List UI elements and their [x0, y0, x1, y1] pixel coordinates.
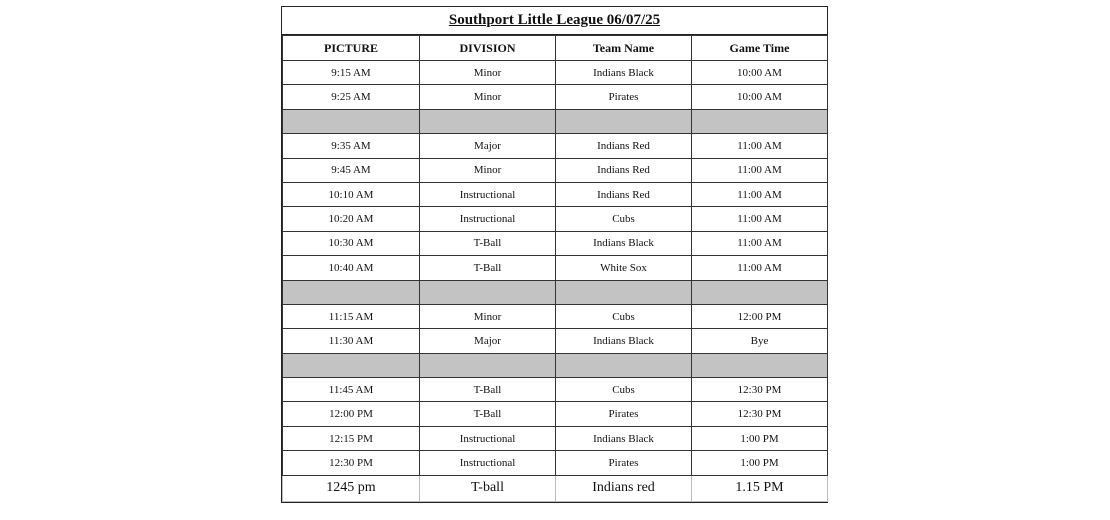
separator-cell	[283, 280, 420, 304]
game-time-cell: 11:00 AM	[692, 134, 828, 158]
division-cell: T-Ball	[420, 231, 556, 255]
picture-time-cell: 9:15 AM	[283, 61, 420, 85]
game-time-cell: 12:00 PM	[692, 304, 828, 328]
picture-time-cell: 12:30 PM	[283, 451, 420, 475]
picture-time-cell: 9:35 AM	[283, 134, 420, 158]
team-name-cell: Pirates	[556, 451, 692, 475]
table-row	[283, 256, 828, 280]
team-name-cell: Cubs	[556, 207, 692, 231]
picture-time-cell: 11:15 AM	[283, 304, 420, 328]
table-row	[283, 231, 828, 255]
header-picture: PICTURE	[283, 36, 420, 61]
division-cell: T-ball	[420, 475, 556, 501]
game-time-cell: 12:30 PM	[692, 402, 828, 426]
division-cell: Instructional	[420, 426, 556, 450]
team-name-cell: Indians Black	[556, 329, 692, 353]
team-name-cell: Indians Black	[556, 231, 692, 255]
division-cell: Instructional	[420, 182, 556, 206]
table-row	[283, 207, 828, 231]
game-time-cell: 12:30 PM	[692, 378, 828, 402]
team-name-cell: Cubs	[556, 304, 692, 328]
game-time-cell: 10:00 AM	[692, 85, 828, 109]
picture-time-cell: 11:30 AM	[283, 329, 420, 353]
game-time-cell: 1:00 PM	[692, 451, 828, 475]
table-row	[283, 475, 828, 501]
separator-cell	[556, 109, 692, 133]
game-time-cell: 11:00 AM	[692, 158, 828, 182]
game-time-cell: 11:00 AM	[692, 256, 828, 280]
header-row	[283, 36, 828, 61]
separator-cell	[692, 109, 828, 133]
separator-cell	[556, 353, 692, 377]
division-cell: Minor	[420, 85, 556, 109]
division-cell: Minor	[420, 158, 556, 182]
header-division: DIVISION	[420, 36, 556, 61]
separator-cell	[692, 353, 828, 377]
schedule-sheet	[281, 6, 828, 503]
picture-time-cell: 11:45 AM	[283, 378, 420, 402]
division-cell: Major	[420, 329, 556, 353]
separator-cell	[283, 353, 420, 377]
table-row	[283, 451, 828, 475]
table-row	[283, 182, 828, 206]
header-game-time: Game Time	[692, 36, 828, 61]
team-name-cell: Indians Black	[556, 61, 692, 85]
game-time-cell: 11:00 AM	[692, 231, 828, 255]
team-name-cell: Indians Red	[556, 182, 692, 206]
division-cell: T-Ball	[420, 378, 556, 402]
separator-row	[283, 109, 828, 133]
game-time-cell: 10:00 AM	[692, 61, 828, 85]
division-cell: Instructional	[420, 207, 556, 231]
team-name-cell: White Sox	[556, 256, 692, 280]
team-name-cell: Cubs	[556, 378, 692, 402]
separator-cell	[420, 109, 556, 133]
game-time-cell: 11:00 AM	[692, 207, 828, 231]
schedule-title: Southport Little League 06/07/25	[282, 7, 827, 35]
table-row	[283, 378, 828, 402]
separator-cell	[420, 280, 556, 304]
game-time-cell: 1.15 PM	[692, 475, 828, 501]
separator-cell	[556, 280, 692, 304]
picture-time-cell: 9:45 AM	[283, 158, 420, 182]
division-cell: T-Ball	[420, 402, 556, 426]
separator-cell	[283, 109, 420, 133]
game-time-cell: 1:00 PM	[692, 426, 828, 450]
picture-time-cell: 12:00 PM	[283, 402, 420, 426]
division-cell: Instructional	[420, 451, 556, 475]
division-cell: Major	[420, 134, 556, 158]
team-name-cell: Pirates	[556, 85, 692, 109]
picture-time-cell: 9:25 AM	[283, 85, 420, 109]
schedule-table	[282, 35, 828, 502]
table-row	[283, 134, 828, 158]
table-row	[283, 304, 828, 328]
picture-time-cell: 10:40 AM	[283, 256, 420, 280]
team-name-cell: Indians red	[556, 475, 692, 501]
team-name-cell: Pirates	[556, 402, 692, 426]
separator-row	[283, 280, 828, 304]
separator-row	[283, 353, 828, 377]
schedule-rows	[283, 61, 828, 502]
division-cell: T-Ball	[420, 256, 556, 280]
division-cell: Minor	[420, 61, 556, 85]
picture-time-cell: 10:20 AM	[283, 207, 420, 231]
table-row	[283, 402, 828, 426]
picture-time-cell: 10:10 AM	[283, 182, 420, 206]
team-name-cell: Indians Red	[556, 158, 692, 182]
table-row	[283, 158, 828, 182]
table-row	[283, 426, 828, 450]
header-team-name: Team Name	[556, 36, 692, 61]
game-time-cell: 11:00 AM	[692, 182, 828, 206]
separator-cell	[420, 353, 556, 377]
table-row	[283, 85, 828, 109]
team-name-cell: Indians Red	[556, 134, 692, 158]
division-cell: Minor	[420, 304, 556, 328]
picture-time-cell: 1245 pm	[283, 475, 420, 501]
table-row	[283, 329, 828, 353]
team-name-cell: Indians Black	[556, 426, 692, 450]
table-row	[283, 61, 828, 85]
separator-cell	[692, 280, 828, 304]
game-time-cell: Bye	[692, 329, 828, 353]
picture-time-cell: 10:30 AM	[283, 231, 420, 255]
picture-time-cell: 12:15 PM	[283, 426, 420, 450]
